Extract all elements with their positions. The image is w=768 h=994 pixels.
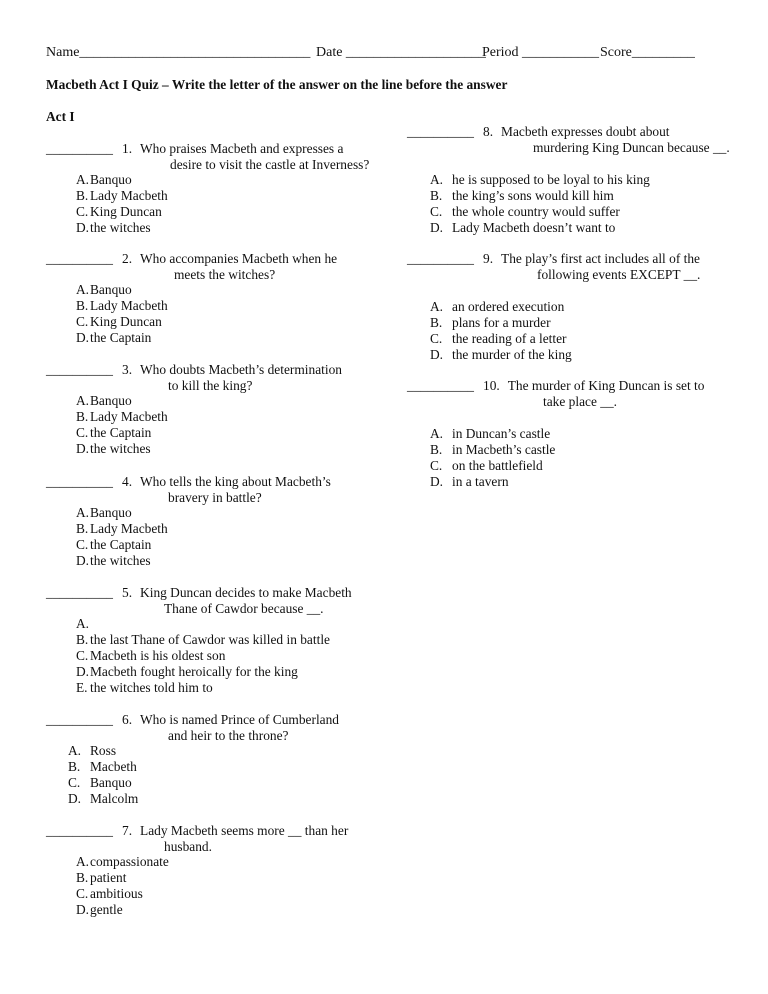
option-text: the witches told him to — [90, 680, 213, 695]
answer-blank[interactable]: __________ — [46, 823, 113, 838]
option-text: in Duncan’s castle — [452, 426, 551, 441]
option-a — [76, 505, 132, 521]
option-text: he is supposed to be loyal to his king — [452, 172, 650, 187]
question-line-1: The murder of King Duncan is set to — [507, 378, 705, 393]
question-text — [122, 585, 352, 601]
option-c — [76, 537, 151, 553]
question-text — [122, 474, 331, 490]
option-text: the Captain — [90, 425, 152, 440]
option-b — [76, 521, 168, 537]
option-text: the reading of a letter — [452, 331, 567, 346]
option-text: the murder of the king — [452, 347, 572, 362]
option-text: King Duncan — [90, 314, 162, 329]
option-text: Banquo — [90, 505, 132, 520]
option-text: the last Thane of Cawdor was killed in battle — [90, 632, 330, 647]
option-d — [76, 441, 151, 457]
option-letter: C. — [76, 886, 89, 901]
quiz-title: Macbeth Act I Quiz – Write the letter of the answer on the line before the answer — [46, 77, 508, 92]
option-text: Macbeth fought heroically for the king — [90, 664, 298, 679]
answer-blank[interactable]: __________ — [407, 251, 474, 266]
question-number: 9. — [483, 251, 494, 266]
question-line-1: King Duncan decides to make Macbeth — [140, 585, 352, 600]
option-letter: B. — [76, 870, 89, 885]
option-letter: A. — [76, 172, 90, 187]
answer-blank[interactable]: __________ — [46, 712, 113, 727]
date-field[interactable]: Date ____________________ — [316, 45, 486, 60]
option-text: Lady Macbeth — [90, 298, 168, 313]
option-letter: B. — [68, 759, 81, 774]
option-c — [430, 458, 543, 474]
option-c — [76, 314, 162, 330]
question-line-1: Who tells the king about Macbeth’s — [140, 474, 331, 489]
option-text: Ross — [90, 743, 117, 758]
option-text: King Duncan — [90, 204, 162, 219]
option-text: gentle — [90, 902, 123, 917]
option-a — [68, 743, 116, 759]
question-line-2: to kill the king? — [168, 378, 253, 393]
option-b — [76, 298, 168, 314]
option-a — [430, 299, 564, 315]
option-letter: D. — [76, 330, 90, 345]
question-text — [483, 378, 704, 394]
question-line-2: desire to visit the castle at Inverness? — [170, 157, 370, 172]
option-letter: A. — [430, 299, 444, 314]
option-a — [76, 616, 90, 632]
question-number: 4. — [122, 474, 133, 489]
question-line-1: Who doubts Macbeth’s determination — [140, 362, 342, 377]
option-letter: C. — [76, 425, 89, 440]
option-letter: B. — [76, 409, 89, 424]
option-text: Banquo — [90, 775, 132, 790]
option-d — [76, 902, 123, 918]
question-line-2: husband. — [164, 839, 212, 854]
question-text — [122, 141, 343, 157]
option-letter: D. — [76, 664, 90, 679]
option-d — [76, 553, 151, 569]
option-c — [430, 204, 620, 220]
option-letter: B. — [76, 298, 89, 313]
option-d — [76, 330, 151, 346]
option-letter: A. — [76, 282, 90, 297]
option-d — [430, 474, 509, 490]
option-c — [76, 204, 162, 220]
option-a — [76, 282, 132, 298]
option-letter: D. — [430, 220, 444, 235]
answer-blank[interactable]: __________ — [46, 474, 113, 489]
option-text: Lady Macbeth doesn’t want to — [452, 220, 616, 235]
option-d — [430, 220, 615, 236]
option-b — [430, 442, 555, 458]
answer-blank[interactable]: __________ — [407, 378, 474, 393]
option-letter: C. — [76, 314, 89, 329]
option-letter: A. — [68, 743, 82, 758]
option-b — [68, 759, 137, 775]
option-text: compassionate — [90, 854, 169, 869]
question-text — [483, 251, 700, 267]
option-text: Banquo — [90, 282, 132, 297]
option-text: in Macbeth’s castle — [452, 442, 556, 457]
question-line-2: meets the witches? — [174, 267, 276, 282]
option-text: Macbeth — [90, 759, 137, 774]
option-a — [76, 393, 132, 409]
option-letter: C. — [76, 204, 89, 219]
question-number: 5. — [122, 585, 133, 600]
option-letter: B. — [430, 315, 443, 330]
option-text: Lady Macbeth — [90, 521, 168, 536]
section-heading: Act I — [46, 109, 75, 124]
option-letter: C. — [68, 775, 81, 790]
answer-blank[interactable]: __________ — [46, 362, 113, 377]
answer-blank[interactable]: __________ — [46, 141, 113, 156]
option-text: on the battlefield — [452, 458, 543, 473]
question-line-2: murdering King Duncan because __. — [533, 140, 730, 155]
option-letter: A. — [76, 854, 90, 869]
option-letter: B. — [430, 188, 443, 203]
question-number: 3. — [122, 362, 133, 377]
option-text: in a tavern — [452, 474, 509, 489]
question-line-2: and heir to the throne? — [168, 728, 289, 743]
answer-blank[interactable]: __________ — [407, 124, 474, 139]
question-line-1: Who is named Prince of Cumberland — [140, 712, 339, 727]
score-field[interactable]: Score_________ — [600, 45, 695, 60]
option-d — [76, 220, 151, 236]
option-letter: C. — [430, 331, 443, 346]
option-a — [76, 854, 169, 870]
question-line-2: Thane of Cawdor because __. — [164, 601, 324, 616]
option-text: an ordered execution — [452, 299, 565, 314]
option-text: Banquo — [90, 172, 132, 187]
option-text: Macbeth is his oldest son — [90, 648, 226, 663]
question-text — [122, 712, 339, 728]
option-letter: D. — [68, 791, 82, 806]
question-line-2: following events EXCEPT __. — [537, 267, 701, 282]
option-text: the Captain — [90, 537, 152, 552]
period-field[interactable]: Period ___________ — [482, 45, 600, 60]
option-c — [430, 331, 567, 347]
option-letter: A. — [76, 393, 90, 408]
question-text — [122, 823, 348, 839]
option-letter: D. — [76, 902, 90, 917]
option-text: plans for a murder — [452, 315, 551, 330]
option-letter: D. — [430, 474, 444, 489]
question-number: 6. — [122, 712, 133, 727]
question-number: 2. — [122, 251, 133, 266]
option-text: the witches — [90, 220, 151, 235]
option-a — [76, 172, 132, 188]
option-e — [76, 680, 213, 696]
option-letter: B. — [76, 188, 89, 203]
option-text: the whole country would suffer — [452, 204, 620, 219]
question-number: 10. — [483, 378, 500, 393]
option-letter: D. — [76, 441, 90, 456]
option-letter: C. — [430, 458, 443, 473]
option-b — [430, 315, 551, 331]
option-letter: E. — [76, 680, 88, 695]
option-letter: B. — [430, 442, 443, 457]
option-letter: A. — [76, 505, 90, 520]
option-b — [76, 188, 168, 204]
option-a — [430, 172, 650, 188]
option-letter: A. — [76, 616, 90, 631]
question-number: 1. — [122, 141, 133, 156]
option-letter: A. — [430, 426, 444, 441]
option-text: the witches — [90, 553, 151, 568]
option-b — [430, 188, 614, 204]
option-c — [76, 886, 143, 902]
question-line-1: Who accompanies Macbeth when he — [140, 251, 338, 266]
option-letter: D. — [430, 347, 444, 362]
option-b — [76, 870, 126, 886]
option-text: Banquo — [90, 393, 132, 408]
option-letter: C. — [76, 648, 89, 663]
question-text — [483, 124, 670, 140]
question-text — [122, 362, 342, 378]
option-letter: A. — [430, 172, 444, 187]
option-d — [76, 664, 298, 680]
option-text: patient — [90, 870, 127, 885]
question-line-1: Who praises Macbeth and expresses a — [140, 141, 344, 156]
option-letter: D. — [76, 553, 90, 568]
question-line-1: Lady Macbeth seems more __ than her — [140, 823, 349, 838]
question-line-1: Macbeth expresses doubt about — [501, 124, 670, 139]
option-letter: B. — [76, 632, 89, 647]
option-b — [76, 409, 168, 425]
option-text: the king’s sons would kill him — [452, 188, 614, 203]
option-text: the Captain — [90, 330, 152, 345]
question-line-2: take place __. — [543, 394, 617, 409]
option-letter: D. — [76, 220, 90, 235]
option-letter: B. — [76, 521, 89, 536]
option-text: Lady Macbeth — [90, 409, 168, 424]
option-d — [430, 347, 572, 363]
answer-blank[interactable]: __________ — [46, 251, 113, 266]
option-text: Lady Macbeth — [90, 188, 168, 203]
answer-blank[interactable]: __________ — [46, 585, 113, 600]
question-line-2: bravery in battle? — [168, 490, 262, 505]
question-number: 7. — [122, 823, 133, 838]
option-c — [76, 425, 151, 441]
option-letter: C. — [430, 204, 443, 219]
option-c — [76, 648, 225, 664]
question-text — [122, 251, 337, 267]
option-a — [430, 426, 550, 442]
question-number: 8. — [483, 124, 494, 139]
option-text: the witches — [90, 441, 151, 456]
option-b — [76, 632, 330, 648]
name-field[interactable]: Name_________________________________ — [46, 45, 311, 60]
option-d — [68, 791, 138, 807]
option-text: ambitious — [90, 886, 143, 901]
option-c — [68, 775, 132, 791]
option-letter: C. — [76, 537, 89, 552]
question-line-1: The play’s first act includes all of the — [501, 251, 700, 266]
option-text: Malcolm — [90, 791, 139, 806]
